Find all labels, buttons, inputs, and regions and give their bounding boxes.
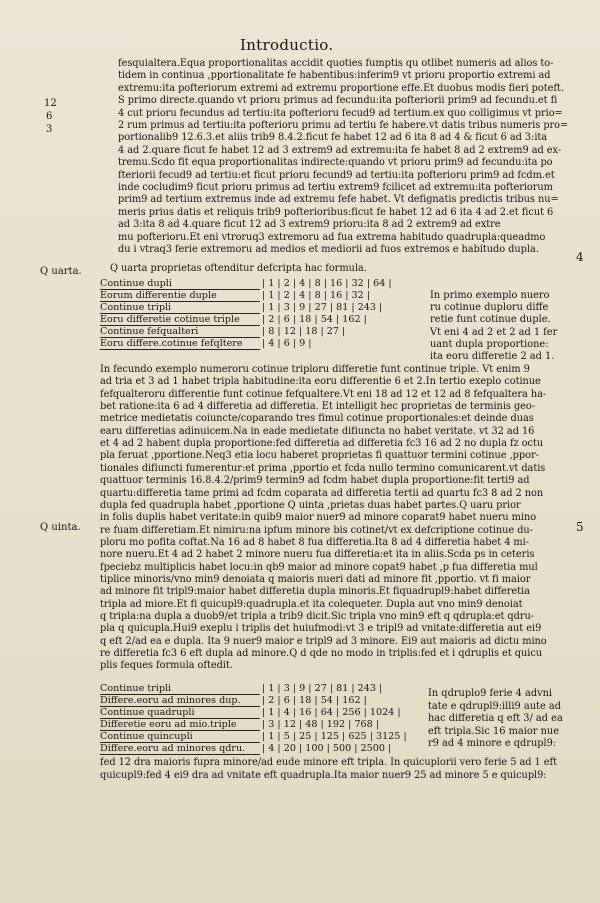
side-note-line: ita eoru differetie 2 ad 1. <box>430 351 555 362</box>
margin-note-right-4: 4 <box>576 250 584 264</box>
text-line: extremu:ita pofteriorum extremi ad extremu proportione effe.Et duobus modis fieri poteft. <box>118 82 564 94</box>
text-line: in folis duplis habet veritate:in quib9 maior nuer9 ad minore coparat9 habet nueru mino <box>100 512 537 524</box>
text-line: portionalib9 12.6.3.et aliis trib9 8.4.2.ficut fe habet 12 ad 6 ita 8 ad 4 & ficut 6 ad 3:ita <box>118 132 548 144</box>
table-row-values: | 1 | 5 | 25 | 125 | 625 | 3125 | <box>262 731 407 742</box>
table-row-values: | 1 | 3 | 9 | 27 | 81 | 243 | <box>262 683 383 694</box>
table-row-values: | 1 | 2 | 4 | 8 | 16 | 32 | 64 | <box>262 278 392 289</box>
text-line: quattuor terminis 16.8.4.2/prim9 termin9 ad fcdm habet dupla proportione:fit terti9 ad <box>100 475 530 487</box>
text-line: prim9 ad tertium extremus inde ad extremu fefe habet. Vt defignatis predictis tribus nu= <box>118 194 559 206</box>
text-line: tripla ad miore.Et fi quicupl9:quadrupla.et ita colequeter. Dupla aut vno min9 denoiat <box>100 598 523 610</box>
side-note-line: hac differetia q eft 3/ ad ea <box>428 713 563 724</box>
table-row-values: | 4 | 20 | 100 | 500 | 2500 | <box>262 743 392 754</box>
text-line: tidem in continua ,pportionalitate fe habentibus:inferim9 vt prioru proportio extremi ad <box>118 70 551 82</box>
table-row-label: Differetie eoru ad mio.triple <box>100 719 260 731</box>
text-line: fed 12 dra maioris fupra minore/ad eude minore eft tripla. In quicuplorii vero ferie 5 ad 1 eft <box>100 757 558 768</box>
text-line: et 4 ad 2 habent dupla proportione:fed differetia ad differetia fc3 16 ad 2 no dupla fz octu <box>100 438 544 450</box>
text-line: q eft 2/ad ea e dupla. Ita 9 nuer9 maior e tripl9 ad 3 minore. Ei9 aut maioris ad dictu mino <box>100 635 547 647</box>
text-line: nore nueru.Et 4 ad 2 habet 2 minore nueru fua differetia:et ita in aliis.Scda ps in ceteris <box>100 549 535 561</box>
table-row-values: | 3 | 12 | 48 | 192 | 768 | <box>262 719 380 730</box>
margin-note-right-5: 5 <box>576 520 584 534</box>
text-line: fefqualteroru differentie funt cotinue fefqualtere.Vt eni 18 ad 12 et 12 ad 8 fefqualtera ha- <box>100 388 547 400</box>
text-line: fpeciebz multiplicis habet locu:in qb9 maior ad minore copat9 habet ,p fua differetia mul <box>100 561 538 573</box>
side-note-line: retie funt cotinue duple. <box>430 314 551 326</box>
table-row-label: Eorum differentie duple <box>100 290 260 302</box>
table-row-label: Continue quincupli <box>100 731 260 743</box>
margin-note-12: 12 <box>44 98 57 109</box>
text-line: tiplice minoris/vno min9 denoiata q maioris nueri dati ad minore fit ,pportio. vt fi maior <box>100 573 531 585</box>
text-line: pla q quicupla.Hui9 exeplu i triplis det huiufmodi:vt 3 e tripl9 ad vnitate:differetia aut ei9 <box>100 623 542 635</box>
margin-note-6: 6 <box>46 111 53 122</box>
table-row-values: | 2 | 6 | 18 | 54 | 162 | <box>262 314 367 325</box>
table-row-label: Continue tripli <box>100 683 260 695</box>
text-line: pla feruat ,pportione.Neq3 etia locu haberet proprietas fi quattuor termini cotinue ,ppor- <box>100 450 539 462</box>
page-title: Introductio. <box>240 36 334 54</box>
text-line: re differetia fc3 6 eft dupla ad minore.Q d qde no modo in triplis:fed et i qdruplis et quicu <box>100 648 543 660</box>
text-line: fesquialtera.Equa proportionalitas accidit quoties fumptis qu otlibet numeris ad alios to- <box>118 58 554 69</box>
side-note-line: ru cotinue duploru diffe <box>430 302 549 314</box>
text-line: ad 3:ita 8 ad 4.quare ficut 12 ad 3 extrem9 prioru:ita 8 ad 2 extrem9 ad extre <box>118 219 501 231</box>
text-line: ad minore fit tripl9:maior habet differetia dupla minoris.Et fiquadrupl9:habet differetia <box>100 586 530 598</box>
margin-note-3: 3 <box>46 124 53 135</box>
table-row-values: | 1 | 4 | 16 | 64 | 256 | 1024 | <box>262 707 401 718</box>
table-row-label: Differe.eoru ad minores dup. <box>100 695 260 707</box>
table-row-values: | 8 | 12 | 18 | 27 | <box>262 326 346 337</box>
table-row-label: Eoru differetie cotinue triple <box>100 314 260 326</box>
table-row-values: | 4 | 6 | 9 | <box>262 338 312 349</box>
text-line: In fecundo exemplo numeroru cotinue triploru differetie funt continue triple. Vt enim 9 <box>100 364 530 375</box>
text-line: ad tria et 3 ad 1 habet tripla habitudine:ita eoru differentie 6 et 2.In tertio exeplo cotinue <box>100 376 541 388</box>
table-row-label: Continue tripli <box>100 302 260 314</box>
text-line: tionales difiuncti fumerentur:et prima ,pportio et fcda nullo termino comunicarent.vt datis <box>100 462 546 474</box>
text-line: ploru mo pofita coftat.Na 16 ad 8 habet 8 fua differetia.Ita 8 ad 4 differetia habet 4 mi- <box>100 536 530 548</box>
table-row-label: Continue fefqualteri <box>100 326 260 338</box>
text-line: earu differetias adinuicem.Na in eade medietate difiuncta no habet veritate. vt 32 ad 16 <box>100 425 535 437</box>
table-row-label: Continue quadrupli <box>100 707 260 719</box>
text-line: metrice medietatis coiuncte/coparando tres fimul cotinue proportionales:et deinde duas <box>100 413 534 425</box>
side-note-line: In qdruplo9 ferie 4 advni <box>428 688 553 699</box>
margin-note-quarta: Q uarta. <box>40 266 82 277</box>
text-line: plis feques formula oftedit. <box>100 660 233 672</box>
side-note-line: tate e qdrupl9:illi9 aute ad <box>428 700 562 712</box>
text-line: quicupl9:fed 4 ei9 dra ad vnitate eft quadrupla.Ita maior nuer9 25 ad minore 5 e quicupl9: <box>100 769 547 781</box>
quarta-heading: Q uarta proprietas oftenditur defcripta hac formula. <box>110 263 367 274</box>
text-line: fteriorii fecud9 ad tertiu:et ficut prioru fecund9 ad tertiu:ita pofterioru prim9 ad fcdm.et <box>118 169 555 181</box>
table-row-label: Differe.eoru ad minores qdru. <box>100 743 260 755</box>
side-note-line: uant dupla proportione: <box>430 338 549 350</box>
table-row-label: Continue dupli <box>100 278 260 290</box>
table-row-values: | 2 | 6 | 18 | 54 | 162 | <box>262 695 367 706</box>
text-line: dupla fed quadrupla habet ,pportione Q uinta ,prietas duas habet partes.Q uaru prior <box>100 499 521 511</box>
text-line: 4 ad 2.quare ficut fe habet 12 ad 3 extrem9 ad extremu:ita fe habet 8 ad 2 extrem9 ad ex- <box>118 144 562 156</box>
text-line: inde cocludim9 ficut prioru primus ad tertiu extrem9 fcilicet ad extremu:ita pofteriorum <box>118 182 553 193</box>
text-line: mu pofterioru.Et eni vtroruq3 extremoru ad fua extrema habitudo quadrupla:queadmo <box>118 231 546 243</box>
text-line: quartu:differetia tame primi ad fcdm coparata ad differetia tertii ad quartu fc3 8 ad 2 non <box>100 487 544 499</box>
table-row-values: | 1 | 3 | 9 | 27 | 81 | 243 | <box>262 302 383 313</box>
table-row-label: Eoru differe.cotinue fefqltere <box>100 338 260 350</box>
text-line: du i vtraq3 ferie extremoru ad medios et mediorii ad fuos extremos e habitudo dupla. <box>118 244 539 255</box>
table-row-values: | 1 | 2 | 4 | 8 | 16 | 32 | <box>262 290 371 301</box>
text-line: q tripla:na dupla a duob9/et tripla a trib9 dicit.Sic tripla vno min9 eft q qdrupla:et qdru- <box>100 611 535 622</box>
text-line: 4 cut prioru fecundus ad tertiu:ita pofterioru fecud9 ad tertium.ex quo colligimus vt prio= <box>118 107 563 119</box>
text-line: bet ratione:ita 6 ad 4 differetia ad differetia. Et intelligit hec proprietas de terminis geo- <box>100 401 536 413</box>
text-line: S primo directe.quando vt prioru primus ad fecundu:ita pofteriorii prim9 ad fecundu.et fi <box>118 95 558 107</box>
side-note-line: Vt eni 4 ad 2 et 2 ad 1 fer <box>430 326 558 338</box>
text-line: tremu.Scdo fit equa proportionalitas indirecte:quando vt prioru prim9 ad fecundu:ita po <box>118 157 553 169</box>
text-line: re fuam differetiam.Et nimiru:na ipfum minore bis cotinet/vt ex defcriptione cotinue du- <box>100 524 533 536</box>
side-note-line: eft tripla.Sic 16 maior nue <box>428 725 559 737</box>
side-note-line: r9 ad 4 minore e qdrupl9: <box>428 738 557 749</box>
text-line: meris prius datis et reliquis trib9 pofterioribus:ficut fe habet 12 ad 6 ita 4 ad 2.et ficut 6 <box>118 206 554 218</box>
margin-note-quinta: Q uinta. <box>40 522 81 533</box>
side-note-line: In primo exemplo nuero <box>430 290 550 301</box>
text-line: 2 rum primus ad tertiu:ita pofterioru primu ad tertiu fe habere.vt datis tribus numeris pro= <box>118 120 569 131</box>
